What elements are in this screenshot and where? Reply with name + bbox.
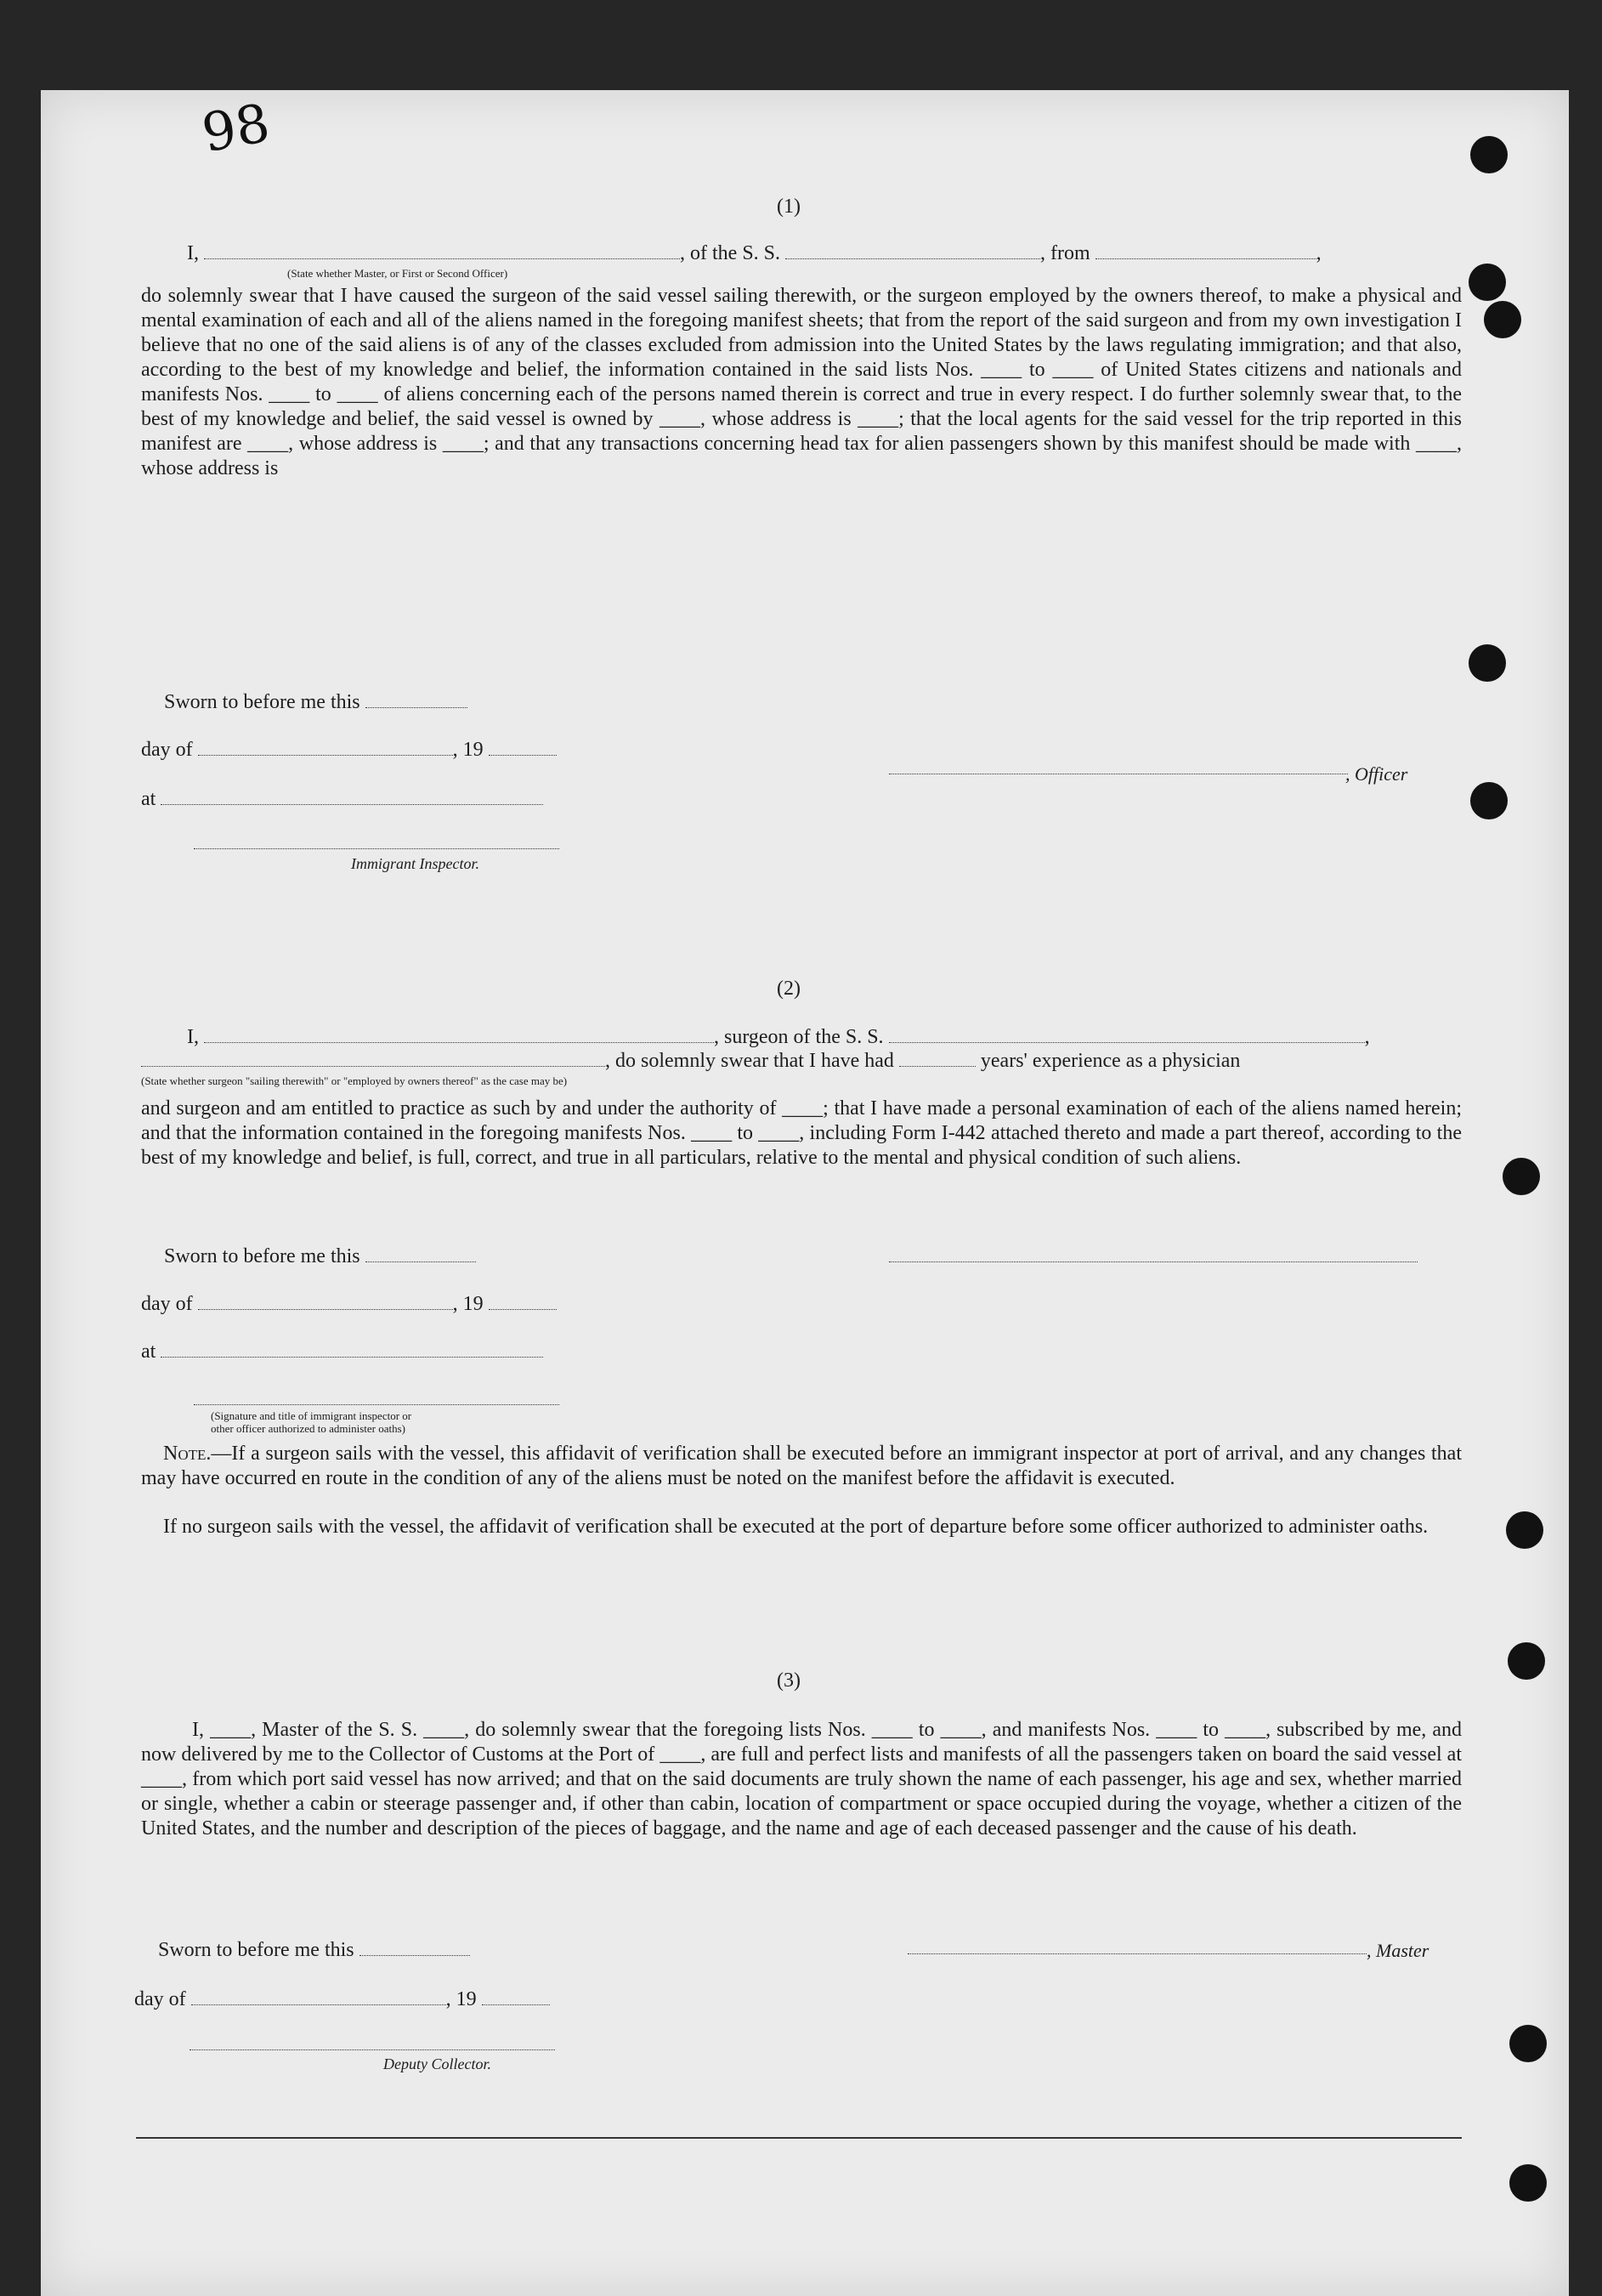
binder-hole [1509,2164,1547,2202]
s1-day-blank[interactable] [198,738,453,756]
binder-hole [1469,644,1506,682]
handwritten-page-number: 98 [197,91,275,165]
s3-year-blank[interactable] [482,1987,550,2005]
s2-day-label: day of [141,1293,193,1315]
s1-of-ss-label: , of the S. S. [680,242,781,264]
s2-signature-line-right[interactable] [889,1261,1418,1262]
s2-line-end: , [1364,1026,1370,1048]
s2-surgeon-note: (State whether surgeon "sailing therewith" or "employed by owners thereof" as the case may be) [141,1074,568,1087]
s3-master-caption: , Master [1367,1940,1429,1961]
s3-master-signature-line[interactable] [908,1953,1367,1954]
s1-sworn-date-blank[interactable] [365,690,467,708]
s2-sworn-line [164,1244,476,1268]
binder-hole [1508,1642,1545,1680]
s3-day-line [134,1987,550,2011]
s2-signature-caption-1: (Signature and title of immigrant inspector or [211,1409,412,1422]
s2-capacity-blank[interactable] [141,1049,605,1067]
s2-note-text: —If a surgeon sails with the vessel, this affidavit of verification shall be executed before an immigrant inspector at port of arrival, and any changes that may have occurred en route in the condition of any of the aliens must be noted on the manifest before the affidavit is executed. [141,1443,1462,1489]
s1-officer-name-blank[interactable] [204,241,680,259]
section-3-number: (3) [777,1670,801,1692]
s2-at-blank[interactable] [161,1340,543,1358]
s1-officer-caption: , Officer [1345,763,1408,785]
binder-hole [1470,136,1508,173]
binder-hole [1503,1158,1540,1195]
s2-swear-label: , do solemnly swear that I have had [605,1050,894,1072]
s2-years-label: years' experience as a physician [980,1050,1241,1072]
binder-hole [1484,301,1521,338]
s2-inspector-signature-line[interactable] [194,1404,559,1405]
s1-officer-note: (State whether Master, or First or Second Officer) [287,267,508,280]
s3-affidavit-paragraph: I, ____, Master of the S. S. ____, do solemnly swear that the foregoing lists Nos. ____ to ____, and manifests Nos. ____ to ____, subscribed by me, and now delivered by me to the Collector of Customs at the Port of ____, are full and perfect lists and manifests of all the passengers taken on board the said vessel at ____, from which port said vessel has now arrived; and that on the said documents are truly shown the name of each passenger, his age and sex, whether married or single, whether a cabin or steerage passenger and, if other than cabin, location of compartment or space occupied during the voyage, whether a citizen of the United States, and the number and description of the pieces of baggage, and the name and age of each deceased passenger and the cause of his death. [141,1719,1462,1840]
s2-surgeon-name-blank[interactable] [204,1025,714,1043]
s1-vessel-name-blank[interactable] [785,241,1040,259]
s2-day-blank[interactable] [198,1292,453,1310]
s2-line-2 [141,1049,1240,1073]
binder-hole [1470,782,1508,819]
s1-line-1 [187,241,1322,265]
s3-day-label: day of [134,1988,186,2010]
s2-vessel-blank[interactable] [889,1025,1365,1043]
s2-affidavit-paragraph: and surgeon and am entitled to practice as such by and under the authority of ____; that I have made a personal examination of each of the aliens named herein; and that the information contained in the foregoing manifests Nos. ____ to ____, including Form I-442 attached thereto and made a part thereof, according to the best of my knowledge and belief, is full, correct, and true in all particulars, relative to the mental and physical condition of such aliens. [141,1097,1462,1169]
s2-surgeon-label: , surgeon of the S. S. [714,1026,884,1048]
bottom-rule [136,2137,1462,2139]
form-sheet [41,90,1569,2296]
s3-sworn-date-blank[interactable] [359,1938,470,1956]
s1-sworn-line [164,690,467,714]
section-2-number: (2) [777,978,801,1000]
binder-hole [1469,264,1506,301]
s1-day-line [141,738,557,762]
s2-i-label: I, [187,1026,199,1048]
s3-collector-signature-line[interactable] [190,2049,555,2050]
s2-year-blank[interactable] [489,1292,557,1310]
s2-at-line [141,1340,543,1363]
s1-at-label: at [141,788,156,810]
s2-years-blank[interactable] [899,1049,976,1067]
s1-i-label: I, [187,242,199,264]
s1-at-blank[interactable] [161,787,543,805]
s2-line-1 [187,1025,1370,1049]
s2-sworn-date-blank[interactable] [365,1244,476,1262]
s1-from-label: , from [1040,242,1090,264]
s1-day-label: day of [141,739,193,761]
s3-day-blank[interactable] [191,1987,446,2005]
s2-signature-caption-2: other officer authorized to administer oaths) [211,1422,405,1435]
s1-line-end: , [1316,242,1322,264]
binder-hole [1506,1511,1543,1549]
s2-sworn-label: Sworn to before me this [164,1245,360,1267]
s1-from-port-blank[interactable] [1095,241,1316,259]
s3-collector-caption: Deputy Collector. [383,2055,491,2072]
s2-at-label: at [141,1341,156,1363]
s3-sworn-label: Sworn to before me this [158,1939,354,1961]
s1-affidavit-paragraph: do solemnly swear that I have caused the surgeon of the said vessel sailing therewith, or the surgeon employed by the owners thereof, to make a physical and mental examination of each and all of the aliens named in the foregoing manifest sheets; that from the report of the said surgeon and from my own investigation I believe that no one of the said aliens is of any of the classes excluded from admission into the United States by the laws regulating immigration; and that also, according to the best of my knowledge and belief, the information contained in the said lists Nos. ____ to ____ of United States citizens and nationals and manifests Nos. ____ to ____ of aliens concerning each of the persons named therein is correct and true in every respect. I do further solemnly swear that, to the best of my knowledge and belief, the said vessel is owned by ____, whose address is ____; that the local agents for the said vessel for the trip reported in this manifest are ____, whose address is ____; and that any transactions concerning head tax for alien passengers shown by this manifest should be made with ____, whose address is [141,285,1462,479]
s2-note-paragraph-2: If no surgeon sails with the vessel, the affidavit of verification shall be executed at the port of departure before some officer authorized to administer oaths. [163,1516,1429,1538]
s2-day-line [141,1292,557,1316]
s2-note-paragraph [141,1442,1462,1491]
s1-at-line [141,787,543,811]
s1-inspector-signature-line[interactable] [194,848,559,849]
s3-year-label: , 19 [445,1988,477,2010]
s1-year-label: , 19 [452,739,484,761]
s2-year-label: , 19 [452,1293,484,1315]
s2-note-label: Note. [163,1443,212,1465]
s1-sworn-label: Sworn to before me this [164,691,360,713]
s1-year-blank[interactable] [489,738,557,756]
section-1-number: (1) [777,196,801,218]
s3-sworn-line [158,1938,470,1962]
s1-inspector-caption: Immigrant Inspector. [351,855,479,872]
binder-hole [1509,2025,1547,2062]
